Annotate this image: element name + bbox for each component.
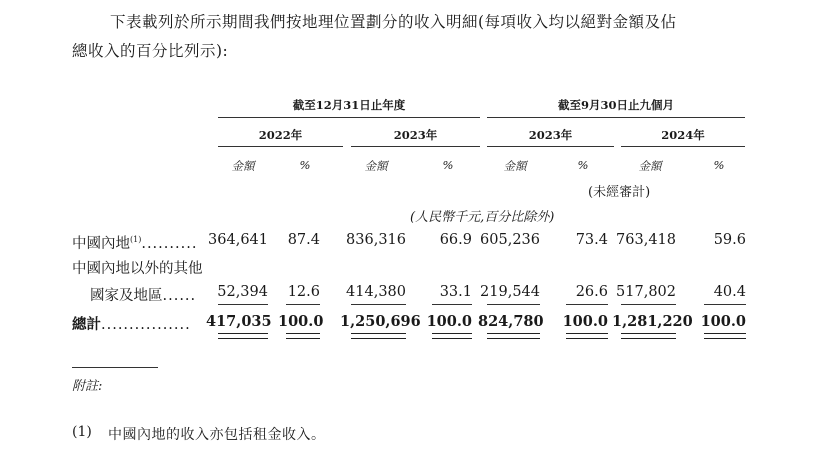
footnote-ref: (1) xyxy=(130,235,142,245)
row-label-text: 國家及地區 xyxy=(90,288,163,304)
header-nine-months: 截至9月30日止九個月 xyxy=(557,98,674,112)
subtotal-rule xyxy=(704,304,746,305)
cell: 73.4 xyxy=(575,232,608,248)
year-2023-nine-months-rule xyxy=(487,146,614,147)
total-double-rule xyxy=(621,333,676,339)
percent-header-3: % xyxy=(577,158,589,172)
cell: 26.6 xyxy=(575,284,608,300)
subtotal-rule xyxy=(432,304,472,305)
year-2023-nine-months: 2023年 xyxy=(528,128,573,142)
cell: 100.0 xyxy=(700,313,746,330)
amount-header-4: 金額 xyxy=(638,159,662,173)
subtotal-rule xyxy=(621,304,676,305)
total-double-rule xyxy=(218,333,268,339)
cell: 33.1 xyxy=(439,284,472,300)
row-label-text: 中國內地 xyxy=(72,236,130,252)
subtotal-rule xyxy=(351,304,406,305)
intro-paragraph xyxy=(72,8,762,66)
cell: 87.4 xyxy=(287,232,320,248)
cell: 100.0 xyxy=(426,313,472,330)
intro-line-2: 總收入的百分比列示): xyxy=(72,42,229,60)
total-double-rule xyxy=(487,333,540,339)
year-2024-nine-months-rule xyxy=(621,146,745,147)
cell: 417,035 xyxy=(206,313,272,330)
cell: 1,250,696 xyxy=(340,313,421,330)
cell: 219,544 xyxy=(480,284,540,300)
row-label-text: 總計 xyxy=(72,316,101,333)
unaudited-note: (未經審計) xyxy=(588,185,651,200)
cell: 1,281,220 xyxy=(612,313,693,330)
year-2023: 2023年 xyxy=(393,128,438,142)
cell: 414,380 xyxy=(346,284,406,300)
cell: 59.6 xyxy=(713,232,746,248)
percent-header-4: % xyxy=(713,158,725,172)
row-mainland-china-label xyxy=(72,232,197,253)
total-double-rule xyxy=(704,333,746,339)
cell: 364,641 xyxy=(208,232,268,248)
subtotal-rule xyxy=(487,304,540,305)
subtotal-rule xyxy=(566,304,608,305)
leader-dots: ................ xyxy=(101,317,191,333)
cell: 824,780 xyxy=(478,313,544,330)
subtotal-rule xyxy=(218,304,268,305)
unit-note: (人民幣千元,百分比除外) xyxy=(410,210,555,225)
percent-header-1: % xyxy=(299,158,311,172)
cell: 763,418 xyxy=(616,232,676,248)
amount-header-2: 金額 xyxy=(364,159,388,173)
header-nine-months-rule xyxy=(487,117,745,118)
total-double-rule xyxy=(566,333,608,339)
cell: 40.4 xyxy=(713,284,746,300)
year-2023-rule xyxy=(351,146,480,147)
year-2022: 2022年 xyxy=(258,128,303,142)
amount-header-3: 金額 xyxy=(503,159,527,173)
leader-dots: ...... xyxy=(162,288,197,304)
total-double-rule xyxy=(432,333,472,339)
header-full-year-rule xyxy=(218,117,480,118)
cell: 12.6 xyxy=(287,284,320,300)
cell: 517,802 xyxy=(616,284,676,300)
remarks-label: 附註: xyxy=(72,379,103,394)
cell: 100.0 xyxy=(278,313,324,330)
footnote-text: 中國內地的收入亦包括租金收入。 xyxy=(108,427,326,443)
total-double-rule xyxy=(286,333,320,339)
year-2022-rule xyxy=(218,146,343,147)
intro-line-1: 下表載列於所示期間我們按地理位置劃分的收入明細(每項收入均以絕對金額及佔 xyxy=(110,13,677,31)
row-total-label xyxy=(72,313,191,334)
cell: 66.9 xyxy=(439,232,472,248)
footnote-separator xyxy=(72,367,158,368)
cell: 52,394 xyxy=(217,284,268,300)
cell: 605,236 xyxy=(480,232,540,248)
percent-header-2: % xyxy=(442,158,454,172)
row-other-regions-label-line2 xyxy=(90,284,196,305)
row-other-regions-label-line1: 中國內地以外的其他 xyxy=(72,261,203,277)
total-double-rule xyxy=(351,333,406,339)
footnote-marker: (1) xyxy=(72,424,92,440)
leader-dots: .......... xyxy=(141,236,198,252)
subtotal-rule xyxy=(286,304,320,305)
cell: 100.0 xyxy=(562,313,608,330)
year-2024-nine-months: 2024年 xyxy=(661,128,705,142)
amount-header-1: 金額 xyxy=(231,159,255,173)
header-full-year: 截至12月31日止年度 xyxy=(292,98,406,112)
cell: 836,316 xyxy=(346,232,406,248)
